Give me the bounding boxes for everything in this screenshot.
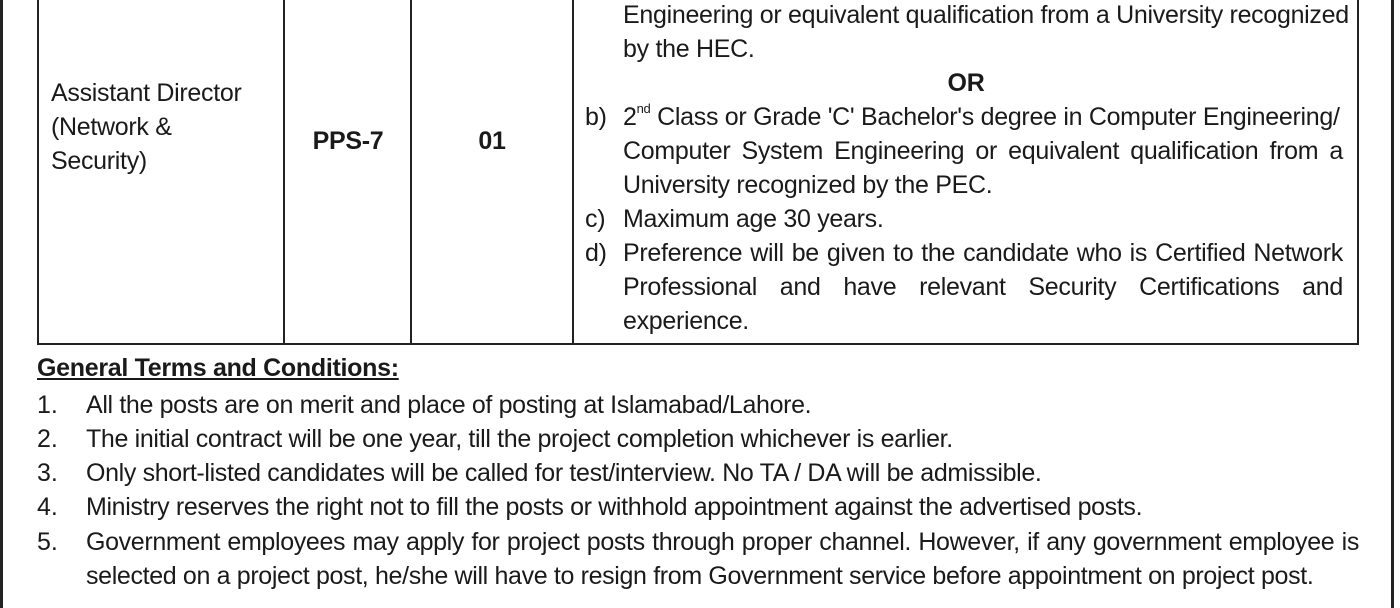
- term-text: All the posts are on merit and place of posting at Islamabad/Lahore.: [86, 391, 812, 419]
- or-separator: OR: [947, 69, 985, 97]
- qualification-c-line: Maximum age 30 years.: [623, 205, 884, 233]
- column-divider: [410, 0, 412, 343]
- term-number: 3.: [37, 459, 58, 487]
- term-text: The initial contract will be one year, till the project completion whichever is earlier.: [86, 425, 953, 453]
- ordinal-suffix: nd: [636, 100, 651, 116]
- term-text: selected on a project post, he/she will have to resign from Government service before appointment on project post.: [86, 562, 1314, 590]
- ordinal-number: 2: [623, 103, 637, 131]
- post-count-cell: 01: [478, 127, 506, 155]
- term-text: Ministry reserves the right not to fill the posts or withhold appointment against the advertised posts.: [86, 493, 1143, 521]
- qualification-b-line: [623, 100, 1340, 134]
- qualification-c-marker: c): [585, 205, 606, 233]
- qualification-d-line: Preference will be given to the candidate who is Certified Network: [623, 239, 1343, 267]
- post-name-cell: [51, 76, 291, 178]
- qualification-b-line-rest: Class or Grade 'C' Bachelor's degree in Computer Engineering/: [650, 103, 1340, 131]
- term-number: 1.: [37, 391, 58, 419]
- terms-heading: General Terms and Conditions:: [37, 354, 399, 382]
- term-text: Only short-listed candidates will be called for test/interview. No TA / DA will be admissible.: [86, 459, 1042, 487]
- posts-table: [37, 0, 1359, 345]
- post-name-line: Assistant Director: [51, 79, 242, 107]
- pay-scale-cell: PPS-7: [312, 127, 384, 155]
- column-divider: [572, 0, 574, 343]
- term-number: 2.: [37, 425, 58, 453]
- post-name-line: (Network &: [51, 113, 172, 141]
- qualification-b-line: University recognized by the PEC.: [623, 171, 993, 199]
- term-text: Government employees may apply for project posts through proper channel. However, if any government employee is: [86, 528, 1359, 556]
- term-number: 5.: [37, 528, 58, 556]
- qualification-d-line: experience.: [623, 307, 749, 335]
- qualification-b-marker: b): [585, 103, 607, 131]
- qualification-a-line: by the HEC.: [623, 35, 755, 63]
- term-number: 4.: [37, 493, 58, 521]
- qualification-b-line: Computer System Engineering or equivalent qualification from a: [623, 137, 1343, 165]
- post-name-line: Security): [51, 147, 147, 175]
- qualification-a-line: Engineering or equivalent qualification from a University recognized: [623, 1, 1349, 29]
- qualification-d-line: Professional and have relevant Security Certifications and: [623, 273, 1343, 301]
- qualification-d-marker: d): [585, 239, 607, 267]
